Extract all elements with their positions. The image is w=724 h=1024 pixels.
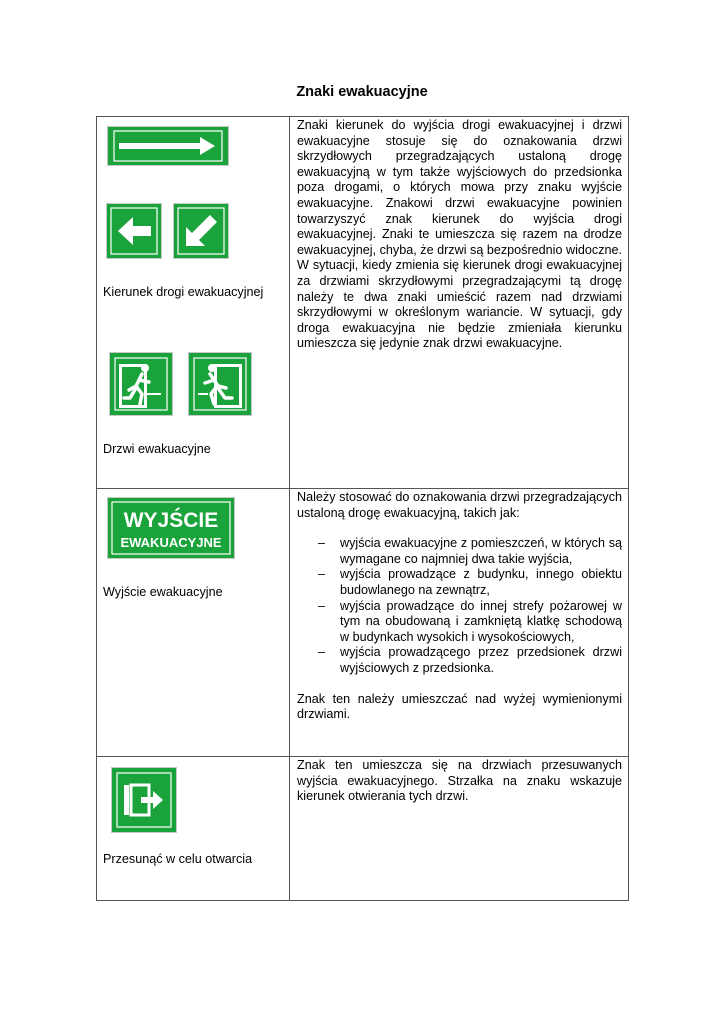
- sliding-door-arrow-sign: [111, 767, 177, 833]
- sign-text-line2: EWAKUACYJNE: [120, 535, 222, 550]
- list-item: – wyjścia ewakuacyjne z pomieszczeń, w których są wymagane co najmniej dwa takie wyjścia,: [340, 536, 622, 567]
- running-man-exit-right-sign: [188, 352, 252, 416]
- table-row: [97, 489, 629, 757]
- page-title: Znaki ewakuacyjne: [296, 84, 428, 100]
- row-label: Drzwi ewakuacyjne: [103, 442, 211, 456]
- description-outro: Znak ten należy umieszczać nad wyżej wymienionymi drzwiami.: [297, 691, 622, 722]
- sign-cell: [97, 489, 290, 757]
- list-item: – wyjścia prowadzącego przez przedsionek drzwi wyjściowych z przedsionka.: [340, 645, 622, 676]
- exit-list: [297, 536, 622, 676]
- row-label: Wyjście ewakuacyjne: [103, 585, 223, 599]
- sign-cell: [97, 757, 290, 901]
- arrow-down-left-sign: [173, 203, 229, 259]
- evacuation-exit-sign: [107, 497, 235, 559]
- running-man-exit-left-sign: [109, 352, 173, 416]
- list-item: – wyjścia prowadzące z budynku, innego obiektu budowlanego na zewnątrz,: [340, 567, 622, 598]
- sign-cell: [97, 117, 290, 489]
- description-cell: [290, 757, 629, 901]
- signs-table: [96, 116, 629, 901]
- row-label: Kierunek drogi ewakuacyjnej: [103, 285, 264, 299]
- description-intro: Należy stosować do oznakowania drzwi przegradzających ustaloną drogę ewakuacyjną, takich jak:: [297, 490, 622, 520]
- arrow-right-sign: [107, 126, 229, 166]
- description-text: Znak ten umieszcza się na drzwiach przesuwanych wyjścia ewakuacyjnego. Strzałka na znaku wskazuje kierunek otwierania tych drzwi.: [297, 758, 622, 804]
- description-cell: [290, 117, 629, 489]
- description-text: Znaki kierunek do wyjścia drogi ewakuacyjnej i drzwi ewakuacyjne stosuje się do oznakowania drzwi skrzydłowych przegradzających ustaloną drogę ewakuacyjną w tym także wyjściowych do przedsionka poza drogami, o których mowa przy znaku wyjście ewakuacyjne. Znakowi drzwi ewakuacyjne powinien towarzyszyć znak kierunek do wyjścia drogi ewakuacyjnej. Znaki te umieszcza się razem na drodze ewakuacyjnej, chyba, że drzwi są bezpośrednio widoczne. W sytuacji, kiedy zmienia się kierunek drogi ewakuacyjnej za drzwiami skrzydłowymi przegradzającymi tą drogę należy te dwa znaki umieścić razem nad drzwiami skrzydłowymi w określonym wariancie. W sytuacji, gdy droga ewakuacyjna nie będzie zmieniała kierunku umieszcza się jedynie znak drzwi ewakuacyjne.: [297, 118, 622, 351]
- list-item: – wyjścia prowadzące do innej strefy pożarowej w tym na obudowaną i zamkniętą klatkę schodową w budynkach wysokich i wysokościowych,: [340, 599, 622, 646]
- arrow-left-sign: [106, 203, 162, 259]
- table-row: [97, 757, 629, 901]
- row-label: Przesunąć w celu otwarcia: [103, 852, 253, 866]
- sign-text-line1: WYJŚCIE: [123, 509, 219, 532]
- table-row: [97, 117, 629, 489]
- description-cell: [290, 489, 629, 757]
